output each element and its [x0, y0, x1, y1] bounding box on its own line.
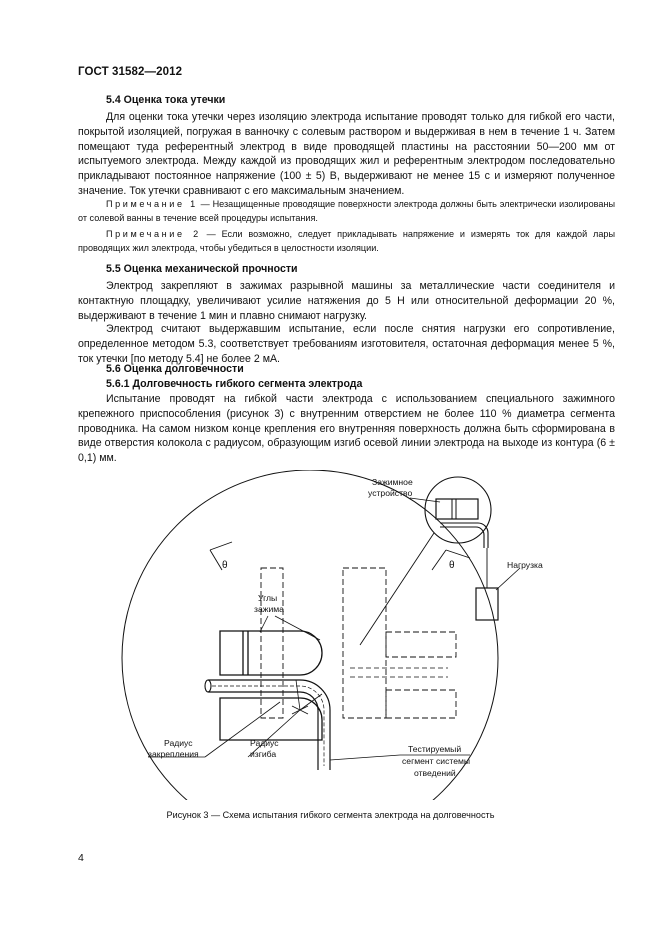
phantom-right	[350, 668, 448, 677]
section-5-6-1-paragraph: Испытание проводят на гибкой части электрода с использованием специального зажимного крепежного приспособления (рисунок 3) с внутренним отверстием не более 110 % диаметра сегмента проводника. На самом низком конце крепления его внутренняя поверхность должна быть сформирована в виде отверстия колокола с радиусом, образующим изгиб осевой линии электрода на выходе из контура (6 ± 0,1) мм.	[78, 393, 615, 465]
label-corners-line2: зажима	[254, 604, 284, 614]
section-5-6-1-title: 5.6.1 Долговечность гибкого сегмента электрода	[106, 378, 363, 390]
section-5-4-title: 5.4 Оценка тока утечки	[106, 94, 226, 106]
section-5-6-title: 5.6 Оценка долговечности	[106, 363, 244, 375]
figure-caption: Рисунок 3 — Схема испытания гибкого сегмента электрода на долговечность	[166, 810, 495, 820]
detail-circle	[425, 477, 491, 543]
load-weight	[476, 588, 498, 620]
label-clamp-line1: Зажимное	[372, 477, 413, 487]
label-tested-line2: сегмент системы	[402, 756, 471, 766]
note-1-text: — Незащищенные проводящие поверхности электрода должны быть электрически изолированы от солевой ванны в течение всей процедуры испытания.	[78, 199, 616, 223]
clamp-jaw-lower	[220, 698, 322, 740]
document-header: ГОСТ 31582—2012	[78, 66, 183, 78]
phantom-clamp-rotated	[261, 568, 456, 718]
label-fix-radius-line1: Радиус	[164, 738, 193, 748]
label-load: Нагрузка	[507, 560, 543, 570]
label-theta-right: θ	[449, 560, 455, 571]
label-corners-line1: Углы	[258, 593, 278, 603]
label-theta-left: θ	[222, 560, 228, 571]
page-number: 4	[78, 852, 84, 864]
note-2	[78, 227, 615, 255]
figure-3-diagram	[0, 470, 661, 800]
label-fix-radius-line2: закрепления	[148, 749, 199, 759]
note-2-text: — Если возможно, следует прикладывать напряжение и измерять ток для каждой лары проводящих жил электрода, чтобы убедиться в целостности изоляции.	[78, 229, 615, 253]
section-5-5-paragraph-1: Электрод закрепляют в зажимах разрывной машины за металлические части соединителя и контактную площадку, увеличивают усилие натяжения до 5 Н или относительной деформации 20 %, выдерживают в течение 1 мин и плавно снимают нагрузку.	[78, 280, 615, 322]
note-2-label: Примечание 2	[106, 229, 201, 239]
clamp-jaw-upper	[220, 631, 322, 675]
label-tested-line3: отведений	[414, 768, 456, 778]
section-5-5-paragraph-2: Электрод считают выдержавшим испытание, если после снятия нагрузки его сопротивление, определенное методом 5.3, соответствует требованиям изготовителя, остаточная деформация менее 5 %, ток утечки [по методу 5.4] не более 2 мА.	[78, 323, 615, 365]
section-5-4-paragraph: Для оценки тока утечки через изоляцию электрода испытание проводят только для гибкой его части, покрытой изоляцией, погружая в ванночку с солевым раствором и выдерживая в нем в течение 1 ч. Затем помещают туда референтный электрод в виде проводящей пластины на расстоянии 50—200 мм от испытуемого электрода. Между каждой из проводящих жил и референтным электродом последовательно прикладывают постоянное напряжение (100 ± 5) В, выдерживают не менее 15 с и измеряют полученное значение. Ток утечки сравнивают с его максимальным значением.	[78, 111, 615, 197]
section-5-5-title: 5.5 Оценка механической прочности	[106, 263, 298, 275]
note-1	[78, 197, 615, 225]
label-tested-line1: Тестируемый	[408, 744, 462, 754]
note-1-label: Примечание 1	[106, 199, 198, 209]
label-bend-radius-line1: Радиус	[250, 738, 279, 748]
label-bend-radius-line2: изгиба	[250, 749, 277, 759]
label-clamp-line2: устройство	[368, 488, 413, 498]
